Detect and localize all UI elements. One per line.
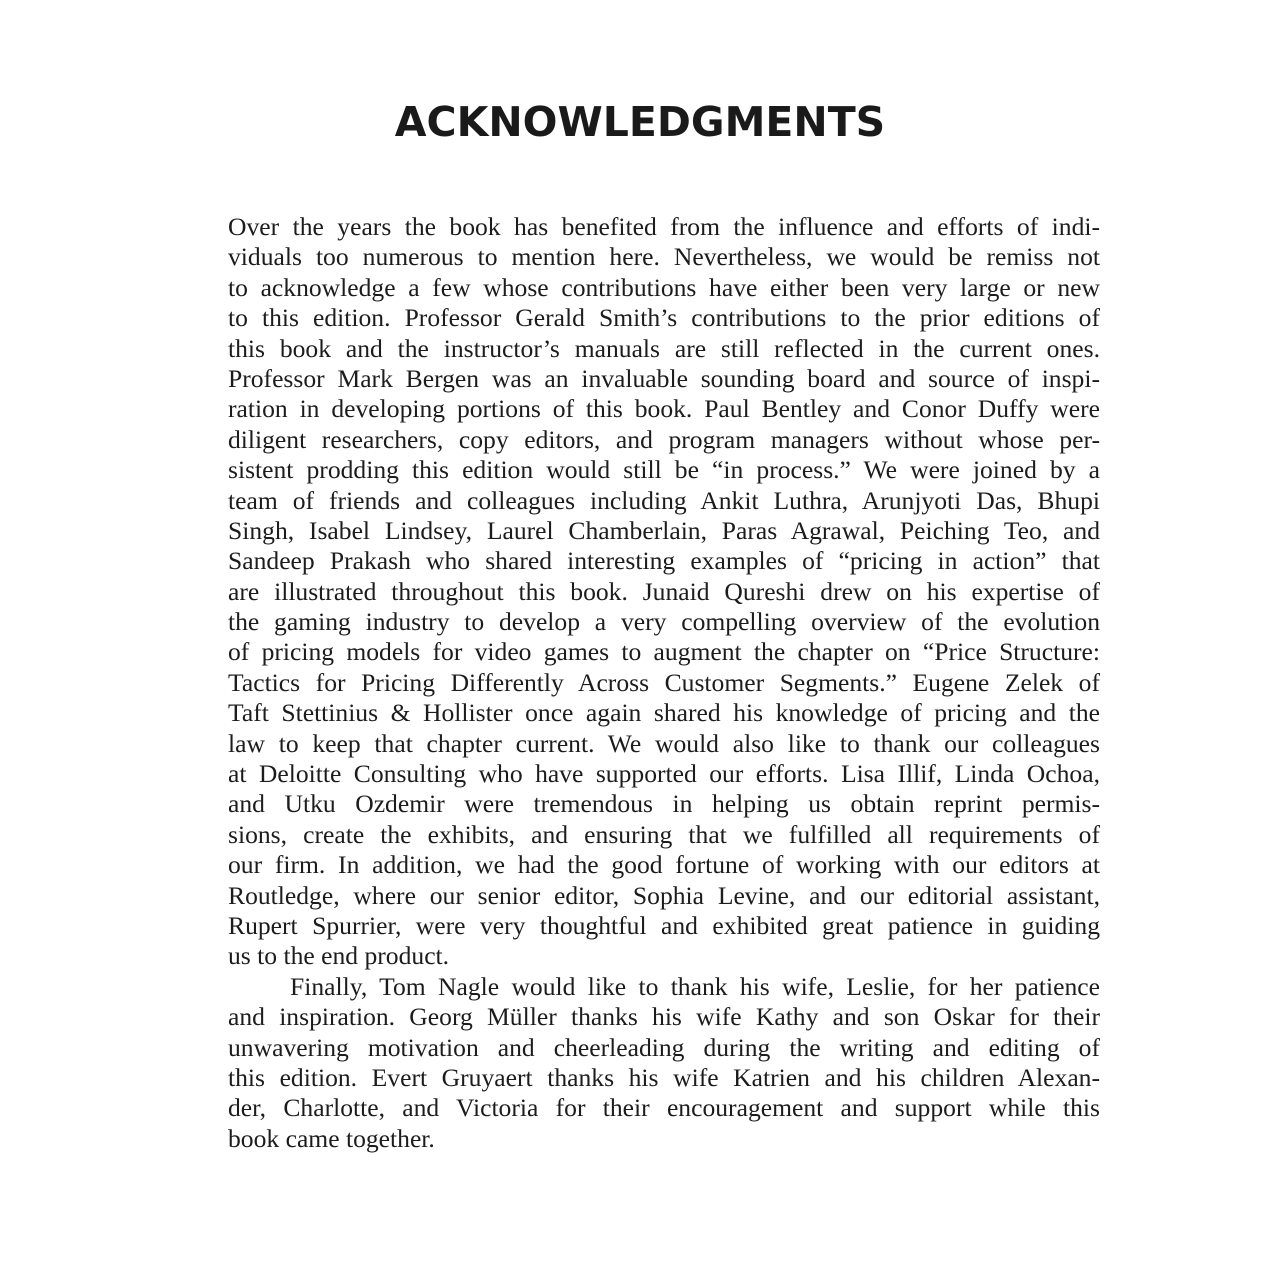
text-line: the gaming industry to develop a very compelling overview of the evolution — [228, 607, 1100, 637]
text-line: of pricing models for video games to augment the chapter on “Price Structure: — [228, 637, 1100, 667]
paragraph-2 — [228, 972, 1100, 1154]
text-line: at Deloitte Consulting who have supported our efforts. Lisa Illif, Linda Ochoa, — [228, 759, 1100, 789]
paragraph-1 — [228, 212, 1100, 972]
text-line: der, Charlotte, and Victoria for their encouragement and support while this — [228, 1093, 1100, 1123]
text-line: viduals too numerous to mention here. Nevertheless, we would be remiss not — [228, 242, 1100, 272]
text-line: are illustrated throughout this book. Junaid Qureshi drew on his expertise of — [228, 576, 1100, 606]
text-line: unwavering motivation and cheerleading during the writing and editing of — [228, 1032, 1100, 1062]
text-line: Rupert Spurrier, were very thoughtful and exhibited great patience in guiding — [228, 910, 1100, 940]
text-line: book came together. — [228, 1123, 435, 1153]
text-line: sions, create the exhibits, and ensuring that we fulfilled all requirements of — [228, 819, 1100, 849]
text-line: to acknowledge a few whose contributions have either been very large or new — [228, 272, 1100, 302]
text-line: to this edition. Professor Gerald Smith’s contributions to the prior editions of — [228, 303, 1100, 333]
text-line: Routledge, where our senior editor, Sophia Levine, and our editorial assistant, — [228, 880, 1100, 910]
text-line: our firm. In addition, we had the good fortune of working with our editors at — [228, 850, 1100, 880]
text-line: us to the end product. — [228, 941, 450, 971]
text-line: this edition. Evert Gruyaert thanks his wife Katrien and his children Alexan- — [228, 1062, 1100, 1092]
text-line: Finally, Tom Nagle would like to thank his wife, Leslie, for her patience — [290, 971, 1100, 1001]
text-line: Tactics for Pricing Differently Across Customer Segments.” Eugene Zelek of — [228, 667, 1100, 697]
text-line: Taft Stettinius & Hollister once again shared his knowledge of pricing and the — [228, 698, 1100, 728]
text-line: Over the years the book has benefited from the influence and efforts of indi- — [228, 212, 1100, 241]
text-line: Singh, Isabel Lindsey, Laurel Chamberlain, Paras Agrawal, Peiching Teo, and — [228, 515, 1100, 545]
text-line: law to keep that chapter current. We would also like to thank our colleagues — [228, 728, 1100, 758]
body-text — [228, 212, 1100, 1154]
text-line: Professor Mark Bergen was an invaluable sounding board and source of inspi- — [228, 363, 1100, 393]
text-line: and inspiration. Georg Müller thanks his wife Kathy and son Oskar for their — [228, 1002, 1100, 1032]
text-line: this book and the instructor’s manuals are still reflected in the current ones. — [228, 333, 1100, 363]
text-line: Sandeep Prakash who shared interesting examples of “pricing in action” that — [228, 546, 1100, 576]
text-line: ration in developing portions of this book. Paul Bentley and Conor Duffy were — [228, 394, 1100, 424]
text-line: and Utku Ozdemir were tremendous in helping us obtain reprint permis- — [228, 789, 1100, 819]
text-line: team of friends and colleagues including Ankit Luthra, Arunjyoti Das, Bhupi — [228, 485, 1100, 515]
page-title: ACKNOWLEDGMENTS — [394, 98, 886, 146]
text-line: sistent prodding this edition would still be “in process.” We were joined by a — [228, 455, 1100, 485]
text-line: diligent researchers, copy editors, and program managers without whose per- — [228, 424, 1100, 454]
